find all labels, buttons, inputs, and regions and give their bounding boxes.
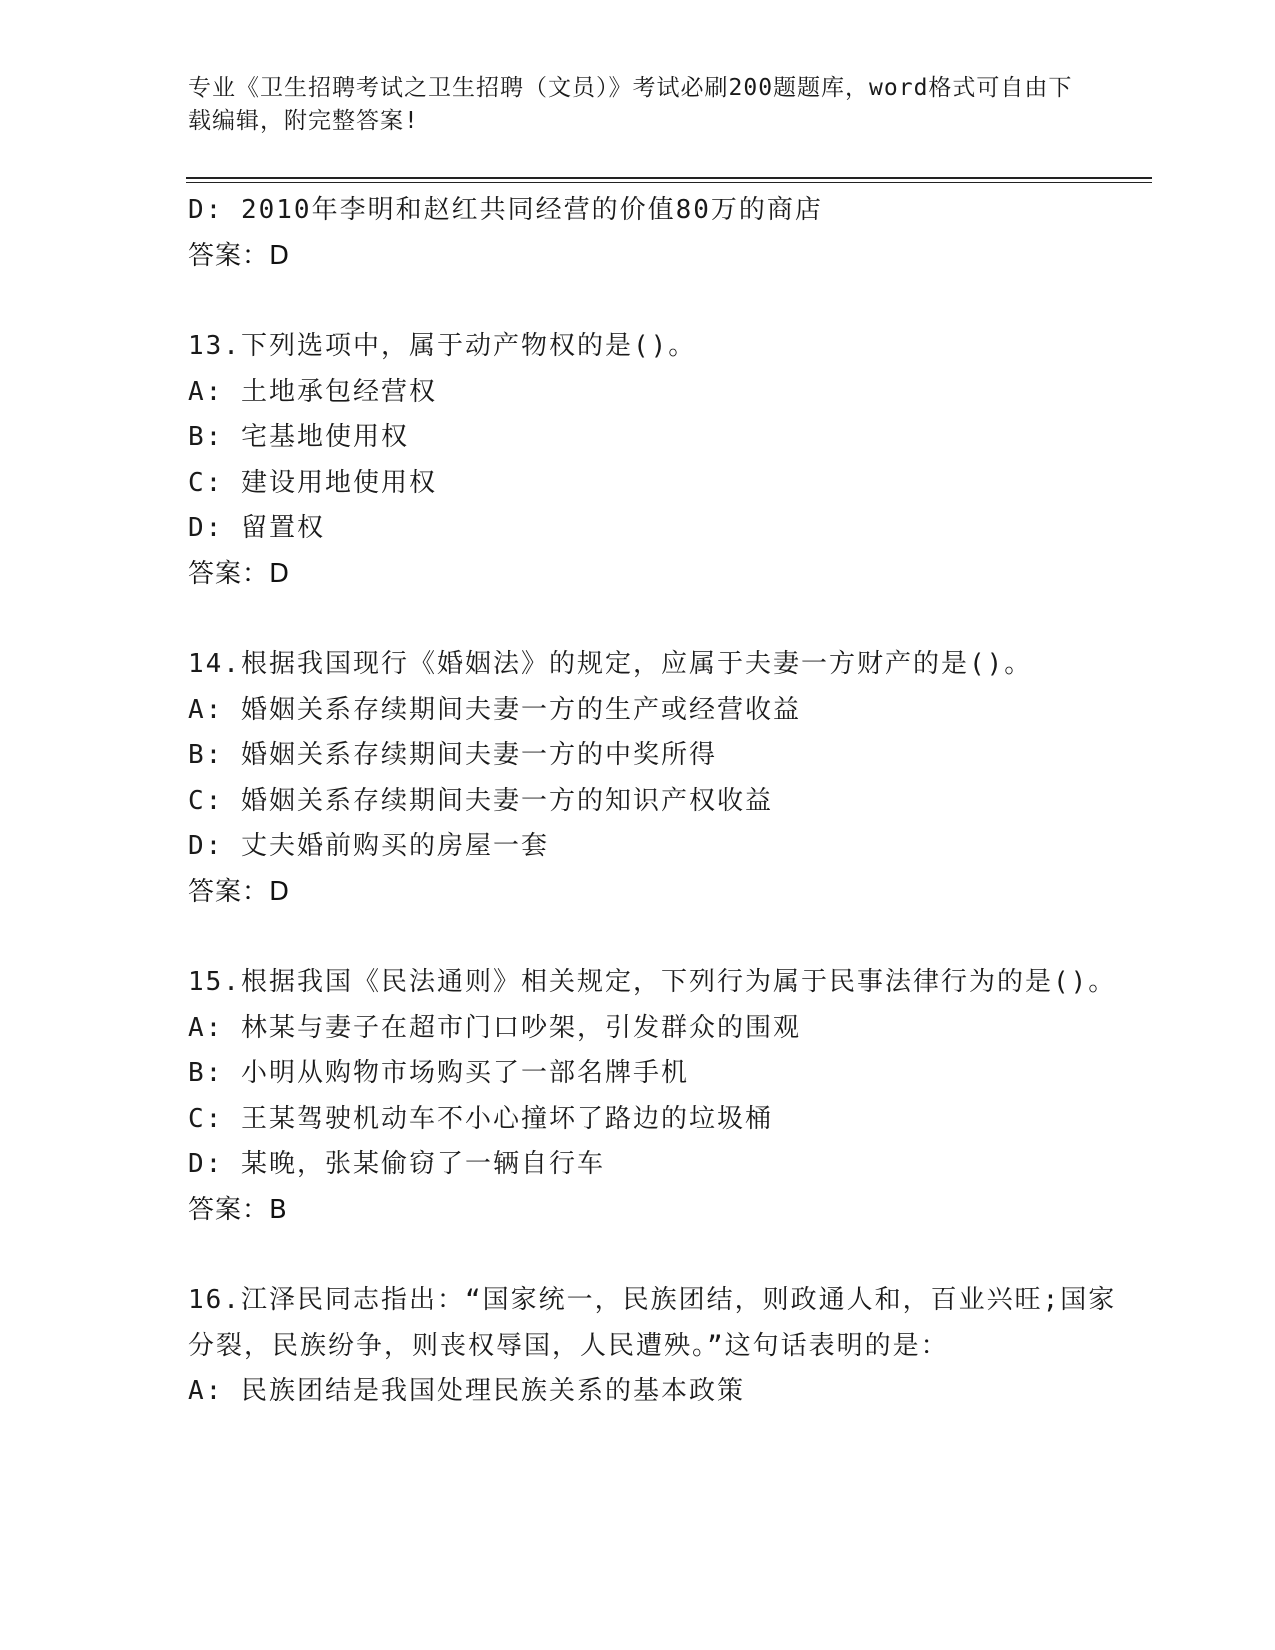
option-d: D: 留置权 — [188, 513, 325, 543]
spacer — [188, 915, 1118, 960]
question-stem: 16.江泽民同志指出：“国家统一，民族团结，则政通人和，百业兴旺;国家分裂，民族纷争，则丧权辱国，人民遭殃。”这句话表明的是： — [188, 1285, 1117, 1361]
option-c: C: 王某驾驶机动车不小心撞坏了路边的垃圾桶 — [188, 1103, 773, 1134]
option-b: B: 宅基地使用权 — [188, 422, 409, 452]
question-12-tail — [188, 188, 1118, 279]
question-16 — [188, 1278, 1118, 1415]
option-d: D: 丈夫婚前购买的房屋一套 — [188, 831, 549, 861]
question-stem: 13.下列选项中，属于动产物权的是()。 — [188, 331, 697, 361]
option-a: A: 林某与妻子在超市门口吵架，引发群众的围观 — [188, 1012, 801, 1043]
option-d: D: 2010年李明和赵红共同经营的价值80万的商店 — [188, 195, 823, 225]
option-a: A: 民族团结是我国处理民族关系的基本政策 — [188, 1376, 745, 1406]
answer: 答案：B — [188, 1194, 288, 1225]
spacer — [188, 597, 1118, 642]
question-stem: 14.根据我国现行《婚姻法》的规定，应属于夫妻一方财产的是()。 — [188, 649, 1033, 679]
option-d: D: 某晚，张某偷窃了一辆自行车 — [188, 1149, 605, 1179]
option-a: A: 土地承包经营权 — [188, 376, 437, 407]
header-divider — [186, 177, 1152, 183]
option-c: C: 建设用地使用权 — [188, 467, 437, 498]
document-body — [188, 188, 1118, 1415]
option-a: A: 婚姻关系存续期间夫妻一方的生产或经营收益 — [188, 694, 801, 725]
document-header: 专业《卫生招聘考试之卫生招聘（文员）》考试必刷200题题库，word格式可自由下载编辑，附完整答案! — [188, 75, 1073, 134]
question-15 — [188, 960, 1118, 1233]
option-b: B: 婚姻关系存续期间夫妻一方的中奖所得 — [188, 740, 717, 770]
answer: 答案：D — [188, 240, 291, 271]
spacer — [188, 1233, 1118, 1278]
spacer — [188, 279, 1118, 324]
question-stem: 15.根据我国《民法通则》相关规定，下列行为属于民事法律行为的是()。 — [188, 967, 1117, 997]
question-13 — [188, 324, 1118, 597]
option-b: B: 小明从购物市场购买了一部名牌手机 — [188, 1058, 689, 1088]
answer: 答案：D — [188, 558, 291, 589]
question-14 — [188, 642, 1118, 915]
answer: 答案：D — [188, 876, 291, 907]
option-c: C: 婚姻关系存续期间夫妻一方的知识产权收益 — [188, 785, 773, 816]
